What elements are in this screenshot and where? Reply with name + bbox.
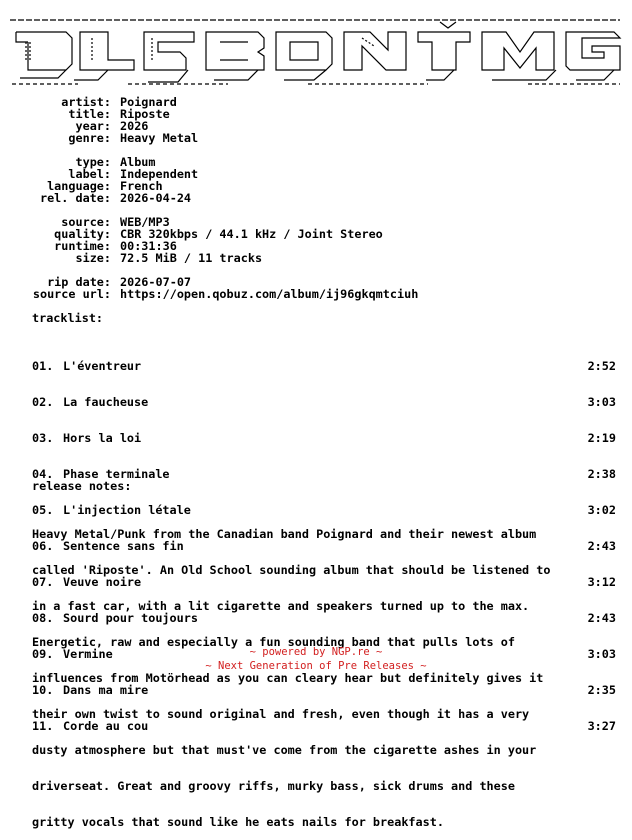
field-label: size: <box>75 251 111 265</box>
track-title: Phase terminale <box>63 467 170 481</box>
field-label: genre: <box>68 131 111 145</box>
track-duration: 3:27 <box>587 719 616 733</box>
track-title: Hors la loi <box>63 431 142 445</box>
notes-line: in a fast car, with a lit cigarette and speakers turned up to the max. <box>32 599 530 613</box>
track-duration: 2:38 <box>587 467 616 481</box>
field-value: Poignard <box>120 95 177 109</box>
field-value: Album <box>120 155 156 169</box>
field-label: title: <box>68 107 111 121</box>
field-label: source: <box>61 215 111 229</box>
field-value: French <box>120 179 163 193</box>
track-number: 10. <box>32 683 54 697</box>
track-number: 05. <box>32 503 54 517</box>
track-title: Veuve noire <box>63 575 142 589</box>
track-number: 09. <box>32 647 54 661</box>
track-number: 07. <box>32 575 54 589</box>
track-row <box>32 432 616 444</box>
notes-line: driverseat. Great and groovy riffs, murky bass, sick drums and these <box>32 779 515 793</box>
track-number: 08. <box>32 611 54 625</box>
field-label: type: <box>75 155 111 169</box>
footer-powered-by: ~ powered by NGP.re ~ <box>249 646 383 658</box>
release-notes-heading: release notes: <box>32 479 132 493</box>
track-title: Sentence sans fin <box>63 539 184 553</box>
notes-line: their own twist to sound original and fresh, even though it has a very <box>32 707 530 721</box>
track-number: 01. <box>32 359 54 373</box>
track-title: L'éventreur <box>63 359 142 373</box>
track-title: Sourd pour toujours <box>63 611 198 625</box>
field-value: Riposte <box>120 107 170 121</box>
track-row <box>32 360 616 372</box>
notes-line: Energetic, raw and especially a fun sounding band that pulls lots of <box>32 635 515 649</box>
track-number: 06. <box>32 539 54 553</box>
field-label: quality: <box>54 227 111 241</box>
track-duration: 2:43 <box>587 611 616 625</box>
track-title: La faucheuse <box>63 395 149 409</box>
release-notes <box>32 504 622 840</box>
field-value: 2026-07-07 <box>120 275 192 289</box>
track-duration: 3:03 <box>587 395 616 409</box>
field-label: source url: <box>32 287 111 301</box>
notes-line: called 'Riposte'. An Old School sounding album that should be listened to <box>32 563 551 577</box>
track-title: L'injection létale <box>63 503 191 517</box>
track-number: 11. <box>32 719 54 733</box>
track-title: Corde au cou <box>63 719 149 733</box>
track-duration: 3:12 <box>587 575 616 589</box>
field-label: artist: <box>61 95 111 109</box>
footer-tagline: ~ Next Generation of Pre Releases ~ <box>205 660 427 672</box>
field-value: 2026 <box>120 119 149 133</box>
field-value: Heavy Metal <box>120 131 199 145</box>
field-label: rel. date: <box>39 191 111 205</box>
ascii-art-banner <box>8 12 624 90</box>
source-url-link[interactable]: https://open.qobuz.com/album/ij96gkqmtciuh <box>120 287 419 301</box>
track-duration: 2:52 <box>587 359 616 373</box>
field-value: WEB/MP3 <box>120 215 170 229</box>
field-value: 72.5 MiB / 11 tracks <box>120 251 263 265</box>
track-title: Vermine <box>63 647 113 661</box>
field-label: language: <box>47 179 111 193</box>
field-label: rip date: <box>47 275 111 289</box>
track-duration: 2:19 <box>587 431 616 445</box>
track-duration: 2:43 <box>587 539 616 553</box>
track-number: 03. <box>32 431 54 445</box>
track-title: Dans ma mire <box>63 683 149 697</box>
track-duration: 3:02 <box>587 503 616 517</box>
field-value: Independent <box>120 167 199 181</box>
notes-line: gritty vocals that sound like he eats nails for breakfast. <box>32 815 444 829</box>
track-number: 04. <box>32 467 54 481</box>
field-value: CBR 320kbps / 44.1 kHz / Joint Stereo <box>120 227 383 241</box>
notes-line: influences from Motörhead as you can cleary hear but definitely gives it <box>32 671 544 685</box>
field-label: runtime: <box>54 239 111 253</box>
field-value: 2026-04-24 <box>120 191 192 205</box>
field-value: 00:31:36 <box>120 239 177 253</box>
track-number: 02. <box>32 395 54 409</box>
track-duration: 2:35 <box>587 683 616 697</box>
notes-line: Heavy Metal/Punk from the Canadian band Poignard and their newest album <box>32 527 537 541</box>
field-label: label: <box>68 167 111 181</box>
field-label: year: <box>75 119 111 133</box>
notes-line: dusty atmosphere but that must've come from the cigarette ashes in your <box>32 743 537 757</box>
track-row <box>32 396 616 408</box>
track-duration: 3:03 <box>587 647 616 661</box>
tracklist-heading: tracklist: <box>32 311 104 325</box>
